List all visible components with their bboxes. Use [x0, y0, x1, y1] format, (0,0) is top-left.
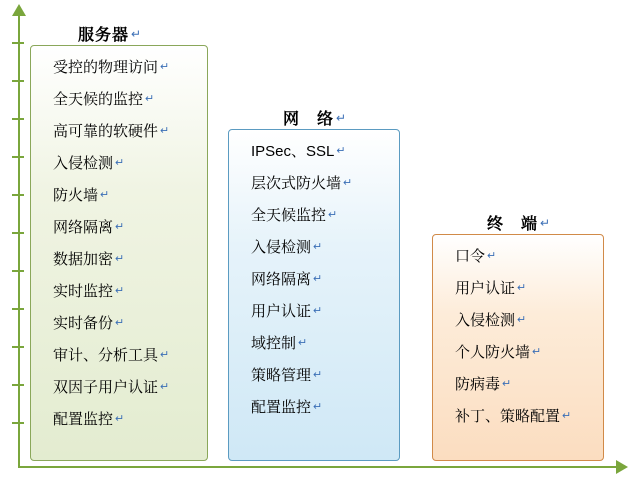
list-item-label: 防病毒	[455, 376, 501, 393]
axis-tick	[12, 384, 24, 386]
list-item-label: 补丁、策略配置	[455, 408, 561, 425]
list-item	[433, 409, 603, 424]
axis-tick	[12, 422, 24, 424]
paragraph-mark-icon: ↵	[313, 401, 323, 413]
paragraph-mark-icon: ↵	[328, 209, 338, 221]
axis-tick	[12, 270, 24, 272]
paragraph-mark-icon: ↵	[160, 125, 170, 137]
axis-tick	[12, 118, 24, 120]
paragraph-mark-icon: ↵	[115, 253, 125, 265]
paragraph-mark-icon: ↵	[336, 145, 346, 157]
column-title-server-text: 服务器	[78, 27, 130, 44]
terminal-item-list	[433, 235, 603, 460]
list-item	[229, 272, 399, 287]
horizontal-axis	[18, 466, 618, 468]
list-item-label: 口令	[455, 248, 486, 265]
list-item	[31, 412, 207, 427]
paragraph-mark-icon: ↵	[160, 381, 170, 393]
list-item	[229, 304, 399, 319]
axis-tick	[12, 194, 24, 196]
column-title-terminal	[487, 211, 551, 234]
list-item-label: 用户认证	[455, 280, 516, 297]
list-item-label: 层次式防火墙	[251, 175, 342, 192]
list-item	[433, 249, 603, 264]
paragraph-mark-icon: ↵	[562, 410, 572, 422]
paragraph-mark-icon: ↵	[115, 317, 125, 329]
list-item	[229, 176, 399, 191]
list-item-label: 高可靠的软硬件	[53, 123, 159, 140]
list-item-label: 双因子用户认证	[53, 379, 159, 396]
paragraph-mark-icon: ↵	[298, 337, 308, 349]
list-item-label: 实时备份	[53, 315, 114, 332]
column-title-network	[283, 106, 347, 129]
column-title-terminal-text: 终 端	[487, 216, 539, 233]
axis-tick	[12, 308, 24, 310]
paragraph-mark-icon: ↵	[115, 157, 125, 169]
list-item	[31, 380, 207, 395]
list-item	[433, 345, 603, 360]
axis-tick	[12, 346, 24, 348]
list-item	[31, 316, 207, 331]
column-title-server	[78, 22, 142, 45]
paragraph-mark-icon: ↵	[160, 349, 170, 361]
paragraph-mark-icon: ↵	[115, 413, 125, 425]
paragraph-mark-icon: ↵	[131, 27, 143, 41]
list-item-label: 网络隔离	[53, 219, 114, 236]
list-item-label: 入侵检测	[53, 155, 114, 172]
list-item	[31, 92, 207, 107]
paragraph-mark-icon: ↵	[313, 273, 323, 285]
list-item-label: 受控的物理访问	[53, 59, 159, 76]
list-item-label: 配置监控	[251, 399, 312, 416]
column-title-network-text: 网 络	[283, 111, 335, 128]
paragraph-mark-icon: ↵	[160, 61, 170, 73]
list-item-label: 防火墙	[53, 187, 99, 204]
list-item	[229, 144, 399, 159]
list-item	[229, 240, 399, 255]
list-item	[31, 348, 207, 363]
paragraph-mark-icon: ↵	[532, 346, 542, 358]
paragraph-mark-icon: ↵	[100, 189, 110, 201]
paragraph-mark-icon: ↵	[145, 93, 155, 105]
paragraph-mark-icon: ↵	[502, 378, 512, 390]
axis-tick	[12, 80, 24, 82]
axis-tick	[12, 156, 24, 158]
paragraph-mark-icon: ↵	[313, 241, 323, 253]
list-item-label: IPSec、SSL	[251, 143, 335, 160]
list-item	[31, 124, 207, 139]
list-item-label: 入侵检测	[455, 312, 516, 329]
paragraph-mark-icon: ↵	[115, 221, 125, 233]
list-item	[433, 313, 603, 328]
list-item	[229, 336, 399, 351]
list-item	[31, 60, 207, 75]
server-item-list	[31, 46, 207, 460]
paragraph-mark-icon: ↵	[487, 250, 497, 262]
server-box	[30, 45, 208, 461]
list-item	[31, 188, 207, 203]
paragraph-mark-icon: ↵	[343, 177, 353, 189]
list-item	[433, 377, 603, 392]
axis-arrow-right-icon	[616, 460, 628, 474]
paragraph-mark-icon: ↵	[517, 282, 527, 294]
list-item-label: 实时监控	[53, 283, 114, 300]
paragraph-mark-icon: ↵	[540, 216, 552, 230]
network-item-list	[229, 130, 399, 460]
list-item	[31, 220, 207, 235]
axis-tick	[12, 232, 24, 234]
paragraph-mark-icon: ↵	[115, 285, 125, 297]
list-item-label: 网络隔离	[251, 271, 312, 288]
network-box	[228, 129, 400, 461]
list-item-label: 配置监控	[53, 411, 114, 428]
list-item	[229, 400, 399, 415]
list-item-label: 入侵检测	[251, 239, 312, 256]
terminal-box	[432, 234, 604, 461]
list-item	[229, 208, 399, 223]
list-item	[31, 252, 207, 267]
list-item-label: 数据加密	[53, 251, 114, 268]
list-item-label: 全天候的监控	[53, 91, 144, 108]
list-item	[433, 281, 603, 296]
list-item-label: 策略管理	[251, 367, 312, 384]
list-item-label: 个人防火墙	[455, 344, 531, 361]
list-item	[31, 156, 207, 171]
list-item	[31, 284, 207, 299]
paragraph-mark-icon: ↵	[313, 305, 323, 317]
paragraph-mark-icon: ↵	[313, 369, 323, 381]
list-item-label: 域控制	[251, 335, 297, 352]
paragraph-mark-icon: ↵	[336, 111, 348, 125]
list-item-label: 用户认证	[251, 303, 312, 320]
axis-tick	[12, 42, 24, 44]
list-item-label: 审计、分析工具	[53, 347, 159, 364]
list-item	[229, 368, 399, 383]
list-item-label: 全天候监控	[251, 207, 327, 224]
paragraph-mark-icon: ↵	[517, 314, 527, 326]
